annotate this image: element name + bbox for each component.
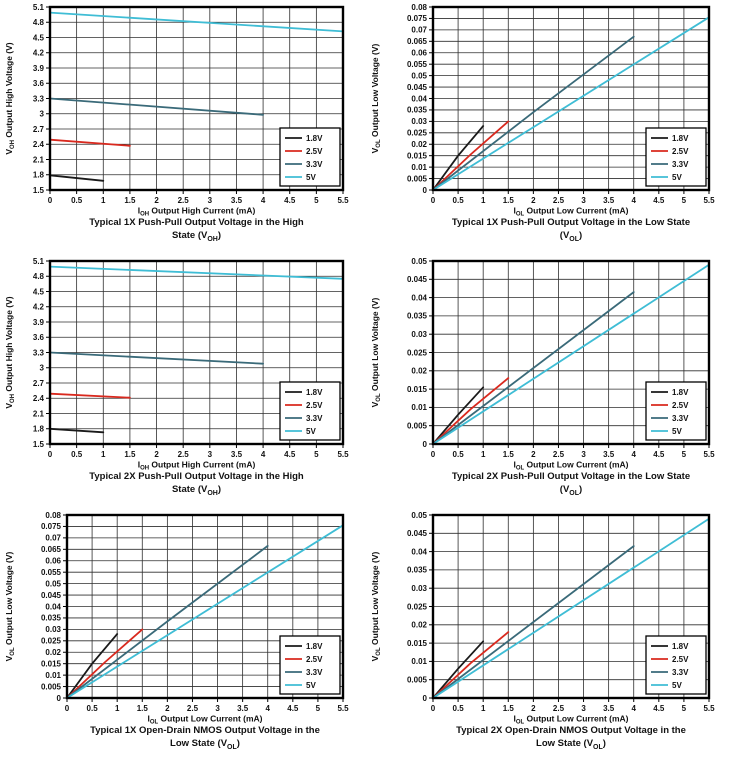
plot-svg-2x-pushpull-voh xyxy=(0,254,366,508)
y-tick-label: 0.025 xyxy=(406,348,427,358)
chart-title-line1: Typical 1X Push-Pull Output Voltage in the Low State xyxy=(451,217,691,228)
x-tick-label: 1.5 xyxy=(502,196,514,205)
x-tick-label: 5.5 xyxy=(337,704,349,713)
chart-title-subscript: OL xyxy=(569,489,580,497)
y-tick-label: 0.08 xyxy=(411,2,427,12)
x-tick-label: 0 xyxy=(64,704,70,713)
x-tick-label: 2.5 xyxy=(177,196,189,205)
legend-label: 5V xyxy=(672,681,682,690)
x-tick-label: 2 xyxy=(531,450,536,459)
y-tick-label: 0.015 xyxy=(406,151,427,161)
chart-title-subscript: OL xyxy=(569,235,580,243)
y-tick-label: 0.005 xyxy=(406,421,427,431)
legend xyxy=(280,128,340,186)
y-tick-label: 0.015 xyxy=(406,384,427,394)
y-tick-label: 0.005 xyxy=(406,174,427,184)
x-tick-label: 1 xyxy=(101,196,106,205)
y-tick-label: 0.045 xyxy=(406,529,427,539)
chart-title-line1: Typical 1X Open-Drain NMOS Output Voltage in the xyxy=(90,725,320,736)
chart-title-line2-suffix: ) xyxy=(217,229,222,241)
chart-title-line1: Typical 1X Push-Pull Output Voltage in the High xyxy=(89,217,304,228)
legend-label: 3.3V xyxy=(306,160,323,169)
x-tick-label: 2.5 xyxy=(552,196,565,205)
y-tick-label: 0.02 xyxy=(45,648,61,658)
y-tick-label: 0.08 xyxy=(45,510,61,520)
chart-title-line2-suffix: ) xyxy=(602,737,606,749)
chart-2x-pushpull-vol xyxy=(366,254,732,508)
y-tick-label: 0.03 xyxy=(411,584,427,593)
y-tick-label: 0.07 xyxy=(45,533,61,543)
y-tick-label: 4.5 xyxy=(32,33,44,43)
y-tick-label: 0.025 xyxy=(406,602,427,612)
x-tick-label: 4 xyxy=(631,704,636,713)
chart-title-line1: Typical 2X Push-Pull Output Voltage in the High xyxy=(89,471,304,482)
chart-title-line1: Typical 2X Push-Pull Output Voltage in the Low State xyxy=(451,471,691,482)
y-tick-label: 0.055 xyxy=(406,59,427,69)
y-tick-label: 5.1 xyxy=(32,256,44,266)
y-tick-label: 1.5 xyxy=(32,185,44,195)
y-tick-label: 0.02 xyxy=(411,140,427,150)
y-axis-label: $V_{OL}$ Output Low Voltage (V) xyxy=(370,43,382,154)
x-tick-label: 1 xyxy=(480,704,486,713)
legend-label: 1.8V xyxy=(306,388,323,397)
legend xyxy=(646,382,706,440)
x-tick-label: 4 xyxy=(260,196,266,205)
x-tick-label: 1.5 xyxy=(136,704,148,713)
chart-title-subscript: OH xyxy=(207,235,218,243)
y-axis-label: $V_{OL}$ Output Low Voltage (V) xyxy=(370,551,382,662)
chart-title xyxy=(421,471,721,496)
y-tick-label: 0.01 xyxy=(411,403,427,413)
y-tick-label: 0.02 xyxy=(411,620,427,630)
y-tick-label: 2.4 xyxy=(32,140,44,150)
x-tick-label: 5 xyxy=(681,704,687,713)
y-tick-label: 3.6 xyxy=(32,79,44,89)
series-line-5V xyxy=(50,267,343,279)
chart-1x-pushpull-vol xyxy=(366,0,732,254)
series-line-2.5V xyxy=(50,394,130,398)
y-tick-label: 0.005 xyxy=(406,675,427,685)
y-tick-label: 0.025 xyxy=(40,636,61,646)
y-tick-label: 0.01 xyxy=(411,657,427,667)
chart-title xyxy=(47,217,347,242)
chart-title-line2: Low State (V xyxy=(536,737,594,749)
x-tick-label: 2.5 xyxy=(552,704,565,713)
legend-label: 1.8V xyxy=(306,134,323,143)
x-tick-label: 0 xyxy=(47,196,53,205)
x-tick-label: 3.5 xyxy=(603,450,615,459)
x-tick-label: 4.5 xyxy=(653,196,665,205)
plot-svg-2x-opendrain-vol xyxy=(366,508,732,762)
x-tick-label: 2.5 xyxy=(552,450,565,459)
y-axis-label: $V_{OL}$ Output Low Voltage (V) xyxy=(4,551,16,662)
x-tick-label: 3 xyxy=(581,450,586,459)
x-tick-label: 4 xyxy=(631,196,636,205)
x-tick-label: 3 xyxy=(581,704,586,713)
x-tick-label: 3.5 xyxy=(230,196,243,205)
x-tick-label: 5 xyxy=(314,196,319,205)
chart-2x-opendrain-vol xyxy=(366,508,732,762)
x-axis-label: $I_{OL}$ Output Low Current (mA) xyxy=(513,205,629,218)
y-tick-label: 0.04 xyxy=(411,547,427,557)
x-tick-label: 4.5 xyxy=(284,450,296,459)
y-tick-label: 3.6 xyxy=(32,333,44,343)
y-tick-label: 0 xyxy=(422,439,427,449)
x-tick-label: 2.5 xyxy=(177,450,189,459)
legend-label: 5V xyxy=(306,427,316,436)
x-tick-label: 5.5 xyxy=(703,450,715,459)
y-tick-label: 3 xyxy=(39,109,44,119)
x-axis-label: $I_{OL}$ Output Low Current (mA) xyxy=(513,713,629,726)
legend-label: 2.5V xyxy=(306,655,323,664)
y-tick-label: 0.065 xyxy=(40,545,61,555)
y-tick-label: 4.8 xyxy=(32,18,44,28)
legend-label: 1.8V xyxy=(672,134,689,143)
legend-label: 3.3V xyxy=(306,414,323,423)
legend-label: 2.5V xyxy=(672,147,689,156)
x-tick-label: 4.5 xyxy=(284,196,296,205)
chart-title-line2-suffix: ) xyxy=(579,229,583,241)
chart-title xyxy=(55,725,355,750)
x-tick-label: 1 xyxy=(480,450,486,459)
y-tick-label: 0.075 xyxy=(406,14,427,24)
legend-label: 2.5V xyxy=(672,655,689,664)
y-tick-label: 0.05 xyxy=(411,71,427,81)
legend xyxy=(646,636,706,694)
y-tick-label: 0.045 xyxy=(406,275,427,285)
x-axis-label: $I_{OH}$ Output High Current (mA) xyxy=(137,205,256,218)
x-tick-label: 4.5 xyxy=(287,704,299,713)
y-tick-label: 0 xyxy=(422,185,427,195)
chart-title-line2: (V xyxy=(559,229,570,241)
x-tick-label: 3 xyxy=(215,704,220,713)
y-tick-label: 0.025 xyxy=(406,128,427,138)
x-tick-label: 0.5 xyxy=(71,450,83,459)
x-tick-label: 4.5 xyxy=(653,704,665,713)
plot-svg-1x-pushpull-voh xyxy=(0,0,366,254)
chart-1x-pushpull-voh xyxy=(0,0,366,254)
x-tick-label: 3.5 xyxy=(230,450,243,459)
x-tick-label: 5 xyxy=(681,196,687,205)
y-tick-label: 2.1 xyxy=(32,409,44,419)
chart-1x-opendrain-vol xyxy=(0,508,366,762)
y-tick-label: 0.005 xyxy=(40,682,61,692)
chart-title xyxy=(421,725,721,750)
y-tick-label: 0.035 xyxy=(406,105,427,115)
chart-title-line2: State (V xyxy=(171,229,208,241)
x-tick-label: 1 xyxy=(101,450,106,459)
legend xyxy=(646,128,706,186)
x-tick-label: 0 xyxy=(430,704,436,713)
y-tick-label: 0.06 xyxy=(411,48,427,58)
x-tick-label: 1.5 xyxy=(502,704,514,713)
y-tick-label: 3.9 xyxy=(32,63,44,73)
y-tick-label: 0.035 xyxy=(406,565,427,575)
x-tick-label: 3.5 xyxy=(603,704,615,713)
legend-label: 5V xyxy=(306,173,316,182)
chart-title-line2: (V xyxy=(559,483,570,495)
x-tick-label: 4 xyxy=(260,450,266,459)
y-tick-label: 4.8 xyxy=(32,272,44,282)
y-axis-label: $V_{OH}$ Output High Voltage (V) xyxy=(4,42,16,155)
plot-svg-1x-opendrain-vol xyxy=(0,508,366,762)
x-tick-label: 0.5 xyxy=(452,196,464,205)
x-tick-label: 1.5 xyxy=(124,196,136,205)
y-tick-label: 1.5 xyxy=(32,439,44,449)
chart-title-subscript: OL xyxy=(593,743,603,751)
y-tick-label: 4.5 xyxy=(32,287,44,297)
x-tick-label: 4 xyxy=(631,450,636,459)
y-tick-label: 0.075 xyxy=(40,522,61,532)
y-axis-label: $V_{OL}$ Output Low Voltage (V) xyxy=(370,297,382,408)
legend-label: 3.3V xyxy=(672,668,689,677)
x-tick-label: 1 xyxy=(114,704,120,713)
y-tick-label: 0.04 xyxy=(45,602,61,612)
legend-label: 2.5V xyxy=(306,147,323,156)
y-tick-label: 0.045 xyxy=(406,82,427,92)
y-tick-label: 0.05 xyxy=(45,579,61,589)
x-tick-label: 2 xyxy=(531,196,536,205)
x-tick-label: 3 xyxy=(207,450,213,459)
y-tick-label: 0.03 xyxy=(411,330,427,339)
legend-label: 1.8V xyxy=(306,642,323,651)
series-line-2.5V xyxy=(50,140,130,146)
plot-svg-2x-pushpull-vol xyxy=(366,254,732,508)
x-tick-label: 2 xyxy=(165,704,170,713)
legend-label: 1.8V xyxy=(672,388,689,397)
x-tick-label: 0.5 xyxy=(86,704,98,713)
y-tick-label: 4.2 xyxy=(32,302,44,312)
y-tick-label: 0.05 xyxy=(411,510,427,520)
legend xyxy=(280,382,340,440)
x-tick-label: 1.5 xyxy=(502,450,514,459)
y-tick-label: 0.015 xyxy=(40,659,61,669)
y-tick-label: 0.055 xyxy=(40,567,61,577)
y-tick-label: 0 xyxy=(56,693,61,703)
y-tick-label: 0.07 xyxy=(411,25,427,35)
y-tick-label: 0.03 xyxy=(45,625,61,635)
legend-label: 5V xyxy=(672,173,682,182)
y-tick-label: 2.1 xyxy=(32,155,44,165)
x-tick-label: 2.5 xyxy=(186,704,199,713)
chart-title xyxy=(421,217,721,242)
x-tick-label: 0.5 xyxy=(452,450,464,459)
legend xyxy=(280,636,340,694)
x-tick-label: 1.5 xyxy=(124,450,136,459)
y-tick-label: 0 xyxy=(422,693,427,703)
x-tick-label: 5.5 xyxy=(337,196,349,205)
chart-title-line2-suffix: ) xyxy=(217,483,222,495)
x-axis-label: $I_{OL}$ Output Low Current (mA) xyxy=(513,459,629,472)
chart-title-subscript: OH xyxy=(207,489,218,497)
y-tick-label: 5.1 xyxy=(32,2,44,12)
y-tick-label: 0.065 xyxy=(406,37,427,47)
x-tick-label: 5 xyxy=(315,704,321,713)
y-tick-label: 2.4 xyxy=(32,394,44,404)
x-tick-label: 4 xyxy=(265,704,270,713)
y-tick-label: 0.05 xyxy=(411,256,427,266)
x-tick-label: 2 xyxy=(154,196,159,205)
y-tick-label: 0.02 xyxy=(411,366,427,376)
y-tick-label: 3.3 xyxy=(32,94,44,104)
plot-svg-1x-pushpull-vol xyxy=(366,0,732,254)
chart-2x-pushpull-voh xyxy=(0,254,366,508)
x-axis-label: $I_{OH}$ Output High Current (mA) xyxy=(137,459,256,472)
y-tick-label: 0.015 xyxy=(406,638,427,648)
y-tick-label: 3.3 xyxy=(32,348,44,358)
chart-title-line2-suffix: ) xyxy=(579,483,583,495)
x-tick-label: 5 xyxy=(681,450,687,459)
x-tick-label: 1 xyxy=(480,196,486,205)
x-tick-label: 5.5 xyxy=(337,450,349,459)
x-tick-label: 3.5 xyxy=(237,704,249,713)
y-tick-label: 0.06 xyxy=(45,556,61,566)
y-tick-label: 2.7 xyxy=(32,378,44,388)
chart-title-line2: State (V xyxy=(171,483,208,495)
y-tick-label: 1.8 xyxy=(32,424,44,434)
y-tick-label: 0.01 xyxy=(45,670,61,680)
chart-title xyxy=(47,471,347,496)
x-tick-label: 5.5 xyxy=(703,196,715,205)
x-tick-label: 4.5 xyxy=(653,450,665,459)
legend-label: 2.5V xyxy=(306,401,323,410)
y-tick-label: 0.04 xyxy=(411,293,427,303)
x-tick-label: 5.5 xyxy=(703,704,715,713)
chart-title-line1: Typical 2X Open-Drain NMOS Output Voltage in the xyxy=(456,725,686,736)
chart-title-line2-suffix: ) xyxy=(236,737,240,749)
x-tick-label: 3 xyxy=(207,196,213,205)
series-line-2.5V xyxy=(433,632,508,698)
legend-label: 3.3V xyxy=(672,160,689,169)
x-tick-label: 2 xyxy=(531,704,536,713)
y-tick-label: 0.03 xyxy=(411,117,427,127)
y-tick-label: 1.8 xyxy=(32,170,44,180)
x-tick-label: 0 xyxy=(47,450,53,459)
y-tick-label: 0.035 xyxy=(40,613,61,623)
legend-label: 2.5V xyxy=(672,401,689,410)
legend-label: 3.3V xyxy=(672,414,689,423)
legend-label: 1.8V xyxy=(672,642,689,651)
legend-label: 5V xyxy=(672,427,682,436)
x-tick-label: 3 xyxy=(581,196,586,205)
x-tick-label: 3.5 xyxy=(603,196,615,205)
y-tick-label: 4.2 xyxy=(32,48,44,58)
chart-title-line2: Low State (V xyxy=(170,737,228,749)
y-tick-label: 3.9 xyxy=(32,317,44,327)
legend-label: 3.3V xyxy=(306,668,323,677)
x-tick-label: 0 xyxy=(430,450,436,459)
y-tick-label: 0.035 xyxy=(406,311,427,321)
x-axis-label: $I_{OL}$ Output Low Current (mA) xyxy=(147,713,263,726)
series-line-2.5V xyxy=(433,378,508,444)
x-tick-label: 0 xyxy=(430,196,436,205)
y-axis-label: $V_{OH}$ Output High Voltage (V) xyxy=(4,296,16,409)
x-tick-label: 2 xyxy=(154,450,159,459)
x-tick-label: 0.5 xyxy=(452,704,464,713)
y-tick-label: 3 xyxy=(39,363,44,373)
chart-title-subscript: OL xyxy=(227,743,237,751)
x-tick-label: 5 xyxy=(314,450,319,459)
y-tick-label: 2.7 xyxy=(32,124,44,134)
y-tick-label: 0.04 xyxy=(411,94,427,104)
x-tick-label: 0.5 xyxy=(71,196,83,205)
y-tick-label: 0.01 xyxy=(411,162,427,172)
y-tick-label: 0.045 xyxy=(40,590,61,600)
legend-label: 5V xyxy=(306,681,316,690)
